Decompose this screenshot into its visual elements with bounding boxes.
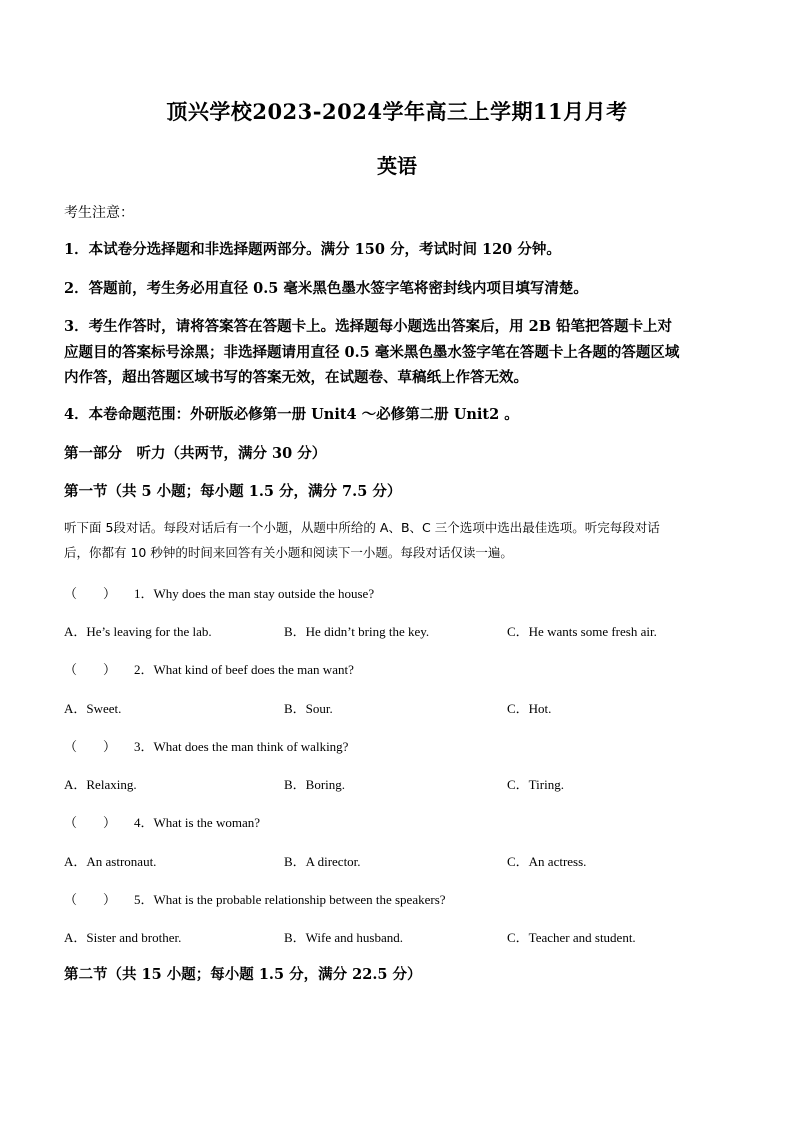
answer-blank[interactable]: （ ） <box>64 586 117 601</box>
notice-item-1: 1．本试卷分选择题和非选择题两部分。满分 150 分，考试时间 120 分钟。 <box>64 241 561 258</box>
question-stem: 5．What is the probable relationship between the speakers? <box>134 892 446 907</box>
question-5-option-a: A．Sister and brother. <box>64 930 182 945</box>
question-2-option-b: B．Sour. <box>284 701 333 716</box>
question-4-option-c: C．An actress. <box>507 854 587 869</box>
question-1-option-c: C．He wants some fresh air. <box>507 624 657 639</box>
answer-blank[interactable]: （ ） <box>64 892 117 907</box>
question-4-option-b: B．A director. <box>284 854 361 869</box>
question-2 <box>64 659 354 678</box>
notice-item-2: 2．答题前，考生务必用直径 0.5 毫米黑色墨水签字笔将密封线内项目填写清楚。 <box>64 280 588 297</box>
notice-item-3: 3．考生作答时，请将答案答在答题卡上。选择题每小题选出答案后，用 2B 铅笔把答题卡上对 <box>64 318 673 335</box>
question-5-option-c: C．Teacher and student. <box>507 930 636 945</box>
notice-item-3-cont-2: 内作答，超出答题区域书写的答案无效，在试题卷、草稿纸上作答无效。 <box>64 369 528 386</box>
part1-heading: 第一部分 听力（共两节，满分 30 分） <box>64 445 327 462</box>
page-title: 顶兴学校2023-2024学年高三上学期11月月考 <box>166 99 628 124</box>
notice-item-3-cont-1: 应题目的答案标号涂黑；非选择题请用直径 0.5 毫米黑色墨水签字笔在答题卡上各题的答题区域 <box>64 344 680 361</box>
question-3 <box>64 736 348 755</box>
question-stem: 2．What kind of beef does the man want? <box>134 662 354 677</box>
question-3-option-a: A．Relaxing. <box>64 777 137 792</box>
notice-item-4: 4．本卷命题范围：外研版必修第一册 Unit4 ～必修第二册 Unit2 。 <box>64 406 519 423</box>
question-5-option-b: B．Wife and husband. <box>284 930 403 945</box>
listening-instructions-line-1: 听下面 5段对话。每段对话后有一个小题，从题中所给的 A、B、C 三个选项中选出最佳选项。听完每段对话 <box>64 520 660 535</box>
question-stem: 1．Why does the man stay outside the house? <box>134 586 375 601</box>
answer-blank[interactable]: （ ） <box>64 662 117 677</box>
question-4 <box>64 812 260 831</box>
question-3-option-c: C．Tiring. <box>507 777 564 792</box>
question-1-option-a: A．He’s leaving for the lab. <box>64 624 212 639</box>
section1-heading: 第一节（共 5 小题；每小题 1.5 分，满分 7.5 分） <box>64 483 402 500</box>
notice-heading: 考生注意： <box>64 206 134 221</box>
question-1 <box>64 583 374 602</box>
section2-heading: 第二节（共 15 小题；每小题 1.5 分，满分 22.5 分） <box>64 966 422 983</box>
subject-title: 英语 <box>377 154 417 178</box>
question-1-option-b: B．He didn’t bring the key. <box>284 624 430 639</box>
question-2-option-c: C．Hot. <box>507 701 552 716</box>
question-4-option-a: A．An astronaut. <box>64 854 157 869</box>
listening-instructions-line-2: 后，你都有 10 秒钟的时间来回答有关小题和阅读下一小题。每段对话仅读一遍。 <box>64 545 513 560</box>
answer-blank[interactable]: （ ） <box>64 815 117 830</box>
question-3-option-b: B．Boring. <box>284 777 346 792</box>
question-stem: 3．What does the man think of walking? <box>134 739 349 754</box>
question-stem: 4．What is the woman? <box>134 815 260 830</box>
answer-blank[interactable]: （ ） <box>64 739 117 754</box>
question-5 <box>64 889 446 908</box>
question-2-option-a: A．Sweet. <box>64 701 122 716</box>
